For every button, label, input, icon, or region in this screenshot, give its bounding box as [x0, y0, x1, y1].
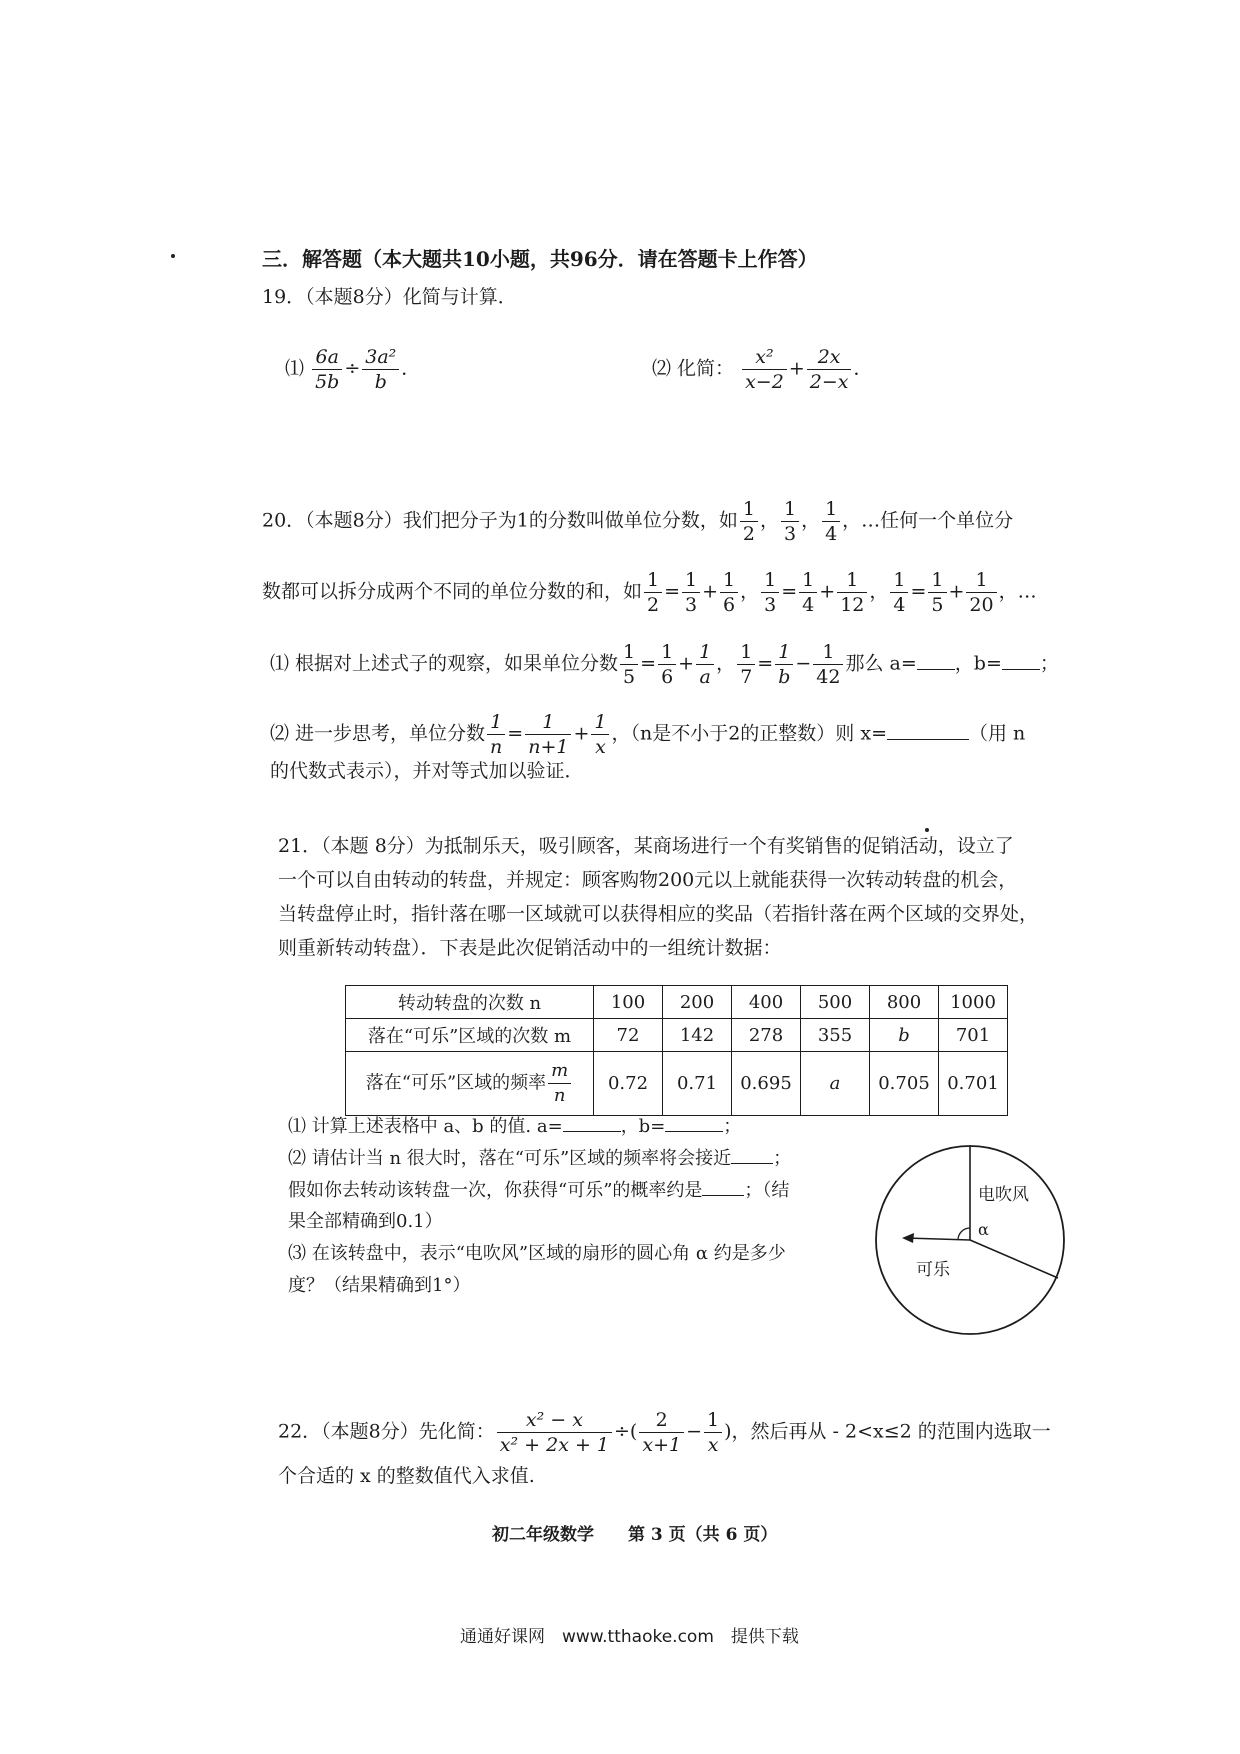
table-cell: 278: [732, 1019, 801, 1052]
answer-blank[interactable]: [731, 1145, 773, 1164]
q19-p2-frac2: $\frac{2x}{2-x}$: [807, 345, 852, 394]
answer-blank[interactable]: [563, 1113, 621, 1132]
table-cell: 0.705: [870, 1052, 939, 1116]
wheel-label-hairdryer: 电吹风: [978, 1185, 1029, 1205]
page-footer: 初二年级数学 第 3 页（共 6 页）: [492, 1525, 778, 1545]
table-cell: 142: [663, 1019, 732, 1052]
unit-frac: $\frac{1}{2}$: [740, 497, 758, 546]
q19-p1-frac2: $\frac{\text{3a²}}{b}$: [362, 345, 399, 394]
spinner-wheel: [870, 1140, 1070, 1340]
q22-line2: 个合适的 x 的整数值代入求值.: [278, 1465, 535, 1487]
q21-part3-l1: ⑶ 在该转盘中，表示“电吹风”区域的扇形的圆心角 α 约是多少: [288, 1243, 786, 1264]
q19-title: 19．（本题8分）化简与计算．: [262, 286, 517, 308]
wheel-label-cola: 可乐: [916, 1260, 950, 1280]
q20-part2-line2: 的代数式表示），并对等式加以验证．: [270, 760, 584, 782]
table-cell: 0.71: [663, 1052, 732, 1116]
table-cell: 1000: [939, 986, 1008, 1019]
table-cell: a: [801, 1052, 870, 1116]
table-cell: 800: [870, 986, 939, 1019]
q20-part1: ⑴ 根据对上述式子的观察，如果单位分数 $\frac{1}{5}$ = $\frac{1}{6}$ + $\frac{1}{a}$ ， $\frac{1}{7}$ = $\frac{1}{b}$ − $\frac{1}{42}$ 那么 a= ，b= ；: [270, 641, 1059, 688]
pointer-line: [906, 1238, 970, 1240]
table-cell: b: [870, 1019, 939, 1052]
q20-part2: ⑵ 进一步思考，单位分数 $\frac{1}{n}$ = $\frac{1}{n+1}$ + $\frac{1}{x}$ ，（n是不小于2的正整数）则 x= （用 n: [270, 711, 1026, 758]
unit-frac: $\frac{1}{4}$: [822, 497, 840, 546]
scan-speck: [925, 828, 929, 832]
q19-p1-frac1: $\frac{6a}{5b}$: [312, 345, 342, 394]
table-header-cell: 落在“可乐”区域的次数 m: [346, 1019, 594, 1052]
table-cell: 200: [663, 986, 732, 1019]
q19-p1-label: ⑴: [285, 357, 305, 380]
table-row: [346, 1052, 1008, 1116]
q21-part2-l1: ⑵ 请估计当 n 很大时，落在“可乐”区域的频率将会接近 ；: [288, 1145, 791, 1172]
q19-p2-frac1: $\frac{\text{x²}}{x-2}$: [742, 345, 787, 394]
q21-line: 21．（本题 8分）为抵制乐天，吸引顾客，某商场进行一个有奖销售的促销活动，设立了: [278, 835, 1014, 857]
stats-table: [345, 985, 1008, 1116]
unit-frac: $\frac{1}{3}$: [781, 497, 799, 546]
section-header: 三．解答题（本大题共10小题，共96分．请在答题卡上作答）: [262, 247, 818, 271]
table-cell: 0.695: [732, 1052, 801, 1116]
q21-part1: ⑴ 计算上述表格中 a、b 的值. a= ，b= ；: [288, 1113, 741, 1140]
q21-part2-l2: 假如你去转动该转盘一次，你获得“可乐”的概率约是 ；（结: [288, 1177, 789, 1204]
pointer-arrow-icon: [902, 1233, 914, 1243]
q20-line2: 数都可以拆分成两个不同的单位分数的和，如 $\frac{1}{2}$ = $\frac{1}{3}$ + $\frac{1}{6}$ ， $\frac{1}{3}$ = $\frac{1}{4}$ + $\frac{1}{12}$ ， $\frac{1}{4}$ = $\frac{1}{5}$ + $\frac{1}{20}$ ，…: [262, 569, 1037, 616]
q20-intro: 20．（本题8分）我们把分子为1的分数叫做单位分数，如 $\frac{1}{2}$ ， $\frac{1}{3}$ ， $\frac{1}{4}$ ，…任何一个单位分: [262, 498, 1014, 545]
table-cell: 500: [801, 986, 870, 1019]
answer-blank[interactable]: [702, 1177, 744, 1196]
table-row: [346, 1019, 1008, 1052]
q21-part2-l3: 果全部精确到0.1）: [288, 1211, 443, 1232]
q19-p2-label: ⑵ 化简：: [652, 357, 735, 380]
answer-blank[interactable]: [887, 721, 969, 740]
table-cell: 0.72: [594, 1052, 663, 1116]
scan-speck: [171, 254, 175, 258]
q19-part1: ⑴ $\frac{6a}{5b}$ ÷ $\frac{\text{3a²}}{b}$ ．: [285, 346, 421, 393]
table-cell: 355: [801, 1019, 870, 1052]
table-cell: 0.701: [939, 1052, 1008, 1116]
answer-blank[interactable]: [917, 651, 955, 670]
table-cell: 100: [594, 986, 663, 1019]
watermark: 通通好课网 www.tthaoke.com 提供下载: [460, 1627, 799, 1647]
wheel-label-alpha: α: [978, 1220, 989, 1239]
q22-intro: 22．（本题8分）先化简： $\frac{\text{x² − x}}{\text{x² + 2x + 1}}$ ÷( $\frac{2}{x+1}$ − $\frac{1}{x}$ )，然后再从 - 2<x≤2 的范围内选取一: [278, 1409, 1051, 1456]
q19-part2: ⑵ 化简： $\frac{\text{x²}}{x-2}$ + $\frac{2x}{2-x}$ ．: [652, 346, 873, 393]
angle-arc: [958, 1228, 970, 1240]
q21-line: 一个可以自由转动的转盘，并规定：顾客购物200元以上就能获得一次转动转盘的机会，: [278, 869, 1018, 891]
sector-boundary: [970, 1240, 1058, 1278]
q21-part3-l2: 度？（结果精确到1°）: [288, 1275, 471, 1296]
table-header-cell: 转动转盘的次数 n: [346, 986, 594, 1019]
table-row: [346, 986, 1008, 1019]
answer-blank[interactable]: [1002, 651, 1040, 670]
table-cell: 701: [939, 1019, 1008, 1052]
table-header-cell: 落在“可乐”区域的频率 $\frac{m}{n}$: [346, 1052, 594, 1116]
q21-line: 当转盘停止时，指针落在哪一区域就可以获得相应的奖品（若指针落在两个区域的交界处，: [278, 903, 1039, 925]
q21-line: 则重新转动转盘）．下表是此次促销活动中的一组统计数据：: [278, 937, 782, 959]
table-cell: 72: [594, 1019, 663, 1052]
answer-blank[interactable]: [665, 1113, 723, 1132]
table-cell: 400: [732, 986, 801, 1019]
